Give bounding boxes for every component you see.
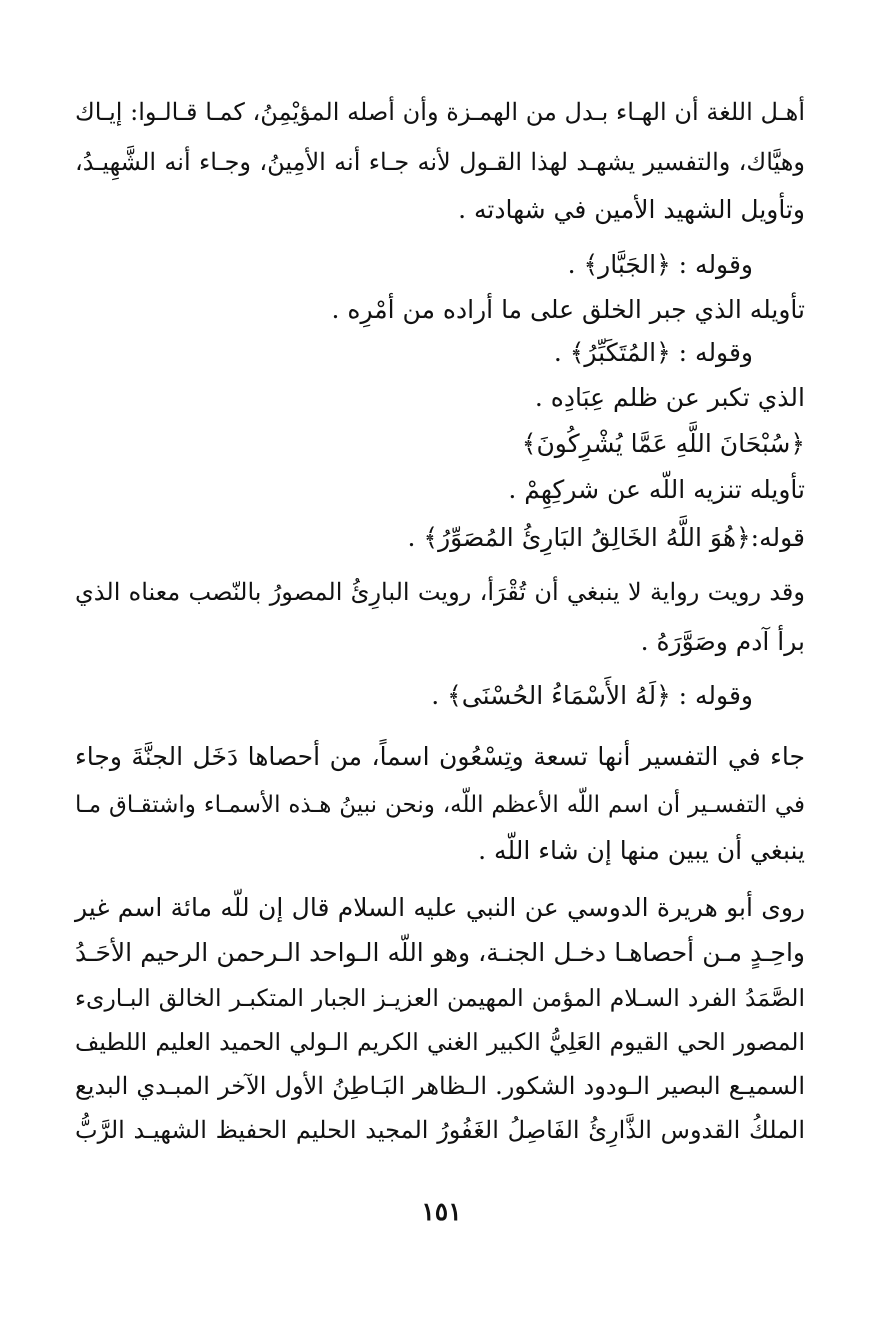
text-line-8: ﴿سُبْحَانَ اللَّهِ عَمَّا يُشْرِكُونَ﴾ — [521, 429, 805, 458]
page-number: ١٥١ — [421, 1197, 462, 1226]
text-line-7: الذي تكبر عن ظلم عِبَادِه . — [534, 383, 805, 412]
text-line-16: ينبغي أن يبين منها إن شاء اللّه . — [478, 836, 805, 865]
text-line-17: روى أبو هريرة الدوسي عن النبي عليه السلام قال إن للّه مائة اسم غير — [75, 893, 805, 922]
text-line-9: تأويله تنزيه اللّه عن شركِهِمْ . — [508, 475, 805, 504]
text-line-20: المصور الحي القيوم العَلِيُّ الكبير الغني الكريم الـولي الحميد العليم اللطيف — [75, 1028, 805, 1056]
text-line-11: وقد رويت رواية لا ينبغي أن تُقْرَأ، رويت البارِئُ المصورُ بالنّصب معناه الذي — [75, 578, 805, 606]
text-line-21: السميـع البصير الـودود الشكور. الـظاهر البَـاطِنُ الأول الآخر المبـدي البديع — [75, 1072, 806, 1100]
text-line-19: الصَّمَدُ الفرد السـلام المؤمن المهيمن العزيـز الجبار المتكبـر الخالق البـارىء — [75, 984, 805, 1012]
text-line-1: أهـل اللغة أن الهـاء بـدل من الهمـزة وأن أصله المؤيْمِنُ، كمـا قـالـوا: إيـاك — [75, 98, 805, 126]
text-line-2: وهيَّاك، والتفسير يشهـد لهذا القـول لأنه جـاء أنه الأمِينُ، وجـاء أنه الشَّهِيـدُ، — [75, 148, 805, 176]
text-line-5: تأويله الذي جبر الخلق على ما أراده من أمْرِه . — [331, 295, 805, 324]
text-line-12: برأ آدم وصَوَّرَهُ . — [640, 627, 805, 656]
text-line-13: وقوله : ﴿لَهُ الأَسْمَاءُ الحُسْنَى﴾ . — [431, 681, 753, 710]
text-line-6: وقوله : ﴿المُتَكَبِّرُ﴾ . — [553, 338, 753, 367]
text-line-4: وقوله : ﴿الجَبَّار﴾ . — [567, 250, 753, 279]
text-line-3: وتأويل الشهيد الأمين في شهادته . — [458, 195, 805, 224]
text-line-18: واحِـدٍ مـن أحصاهـا دخـل الجنـة، وهو اللّه الـواحد الـرحمن الرحيم الأحَـدُ — [75, 938, 805, 967]
text-line-10: قوله:﴿هُوَ اللَّهُ الخَالِقُ البَارِئُ المُصَوِّرُ﴾ . — [407, 523, 805, 552]
text-line-14: جاء في التفسير أنها تسعة وتِسْعُون اسماً، من أحصاها دَخَل الجنَّةَ وجاء — [75, 742, 805, 771]
text-line-22: الملكُ القدوس الذَّارِئُ الفَاصِلُ الغَفُورُ المجيد الحليم الحفيظ الشهيـد الرَّبُّ — [75, 1116, 805, 1144]
text-line-15: في التفسـير أن اسم اللّه الأعظم اللّه، ونحن نبينُ هـذه الأسمـاء واشتقـاق مـا — [75, 792, 805, 818]
